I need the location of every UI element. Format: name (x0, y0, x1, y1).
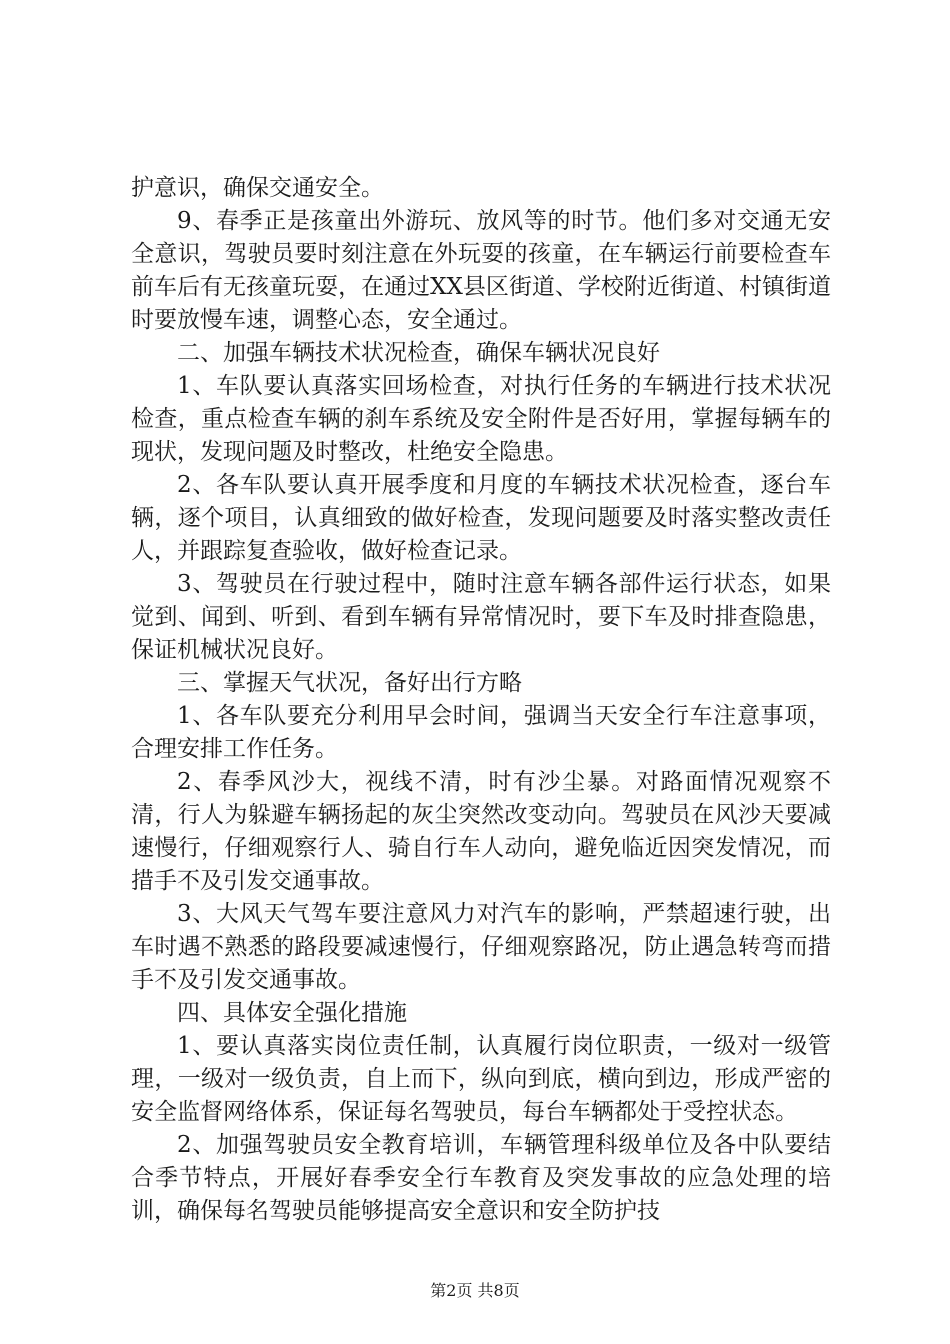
section-heading: 四、具体安全强化措施 (177, 1000, 407, 1026)
page-number: 第2页 共8页 (430, 1281, 520, 1300)
paragraph: 2、加强驾驶员安全教育培训，车辆管理科级单位及各中队要结合季节特点，开展好春季安全行车教育及突发事故的应急处理的培训，确保每名驾驶员能够提高安全意识和安全防护技 (131, 1132, 831, 1224)
paragraph: 2、各车队要认真开展季度和月度的车辆技术状况检查，逐台车辆，逐个项目，认真细致的做好检查，发现问题要及时落实整改责任人，并跟踪复查验收，做好检查记录。 (131, 472, 831, 564)
paragraph: 1、各车队要充分利用早会时间，强调当天安全行车注意事项，合理安排工作任务。 (131, 703, 831, 762)
paragraph: 护意识，确保交通安全。 (131, 175, 384, 201)
paragraph: 3、大风天气驾车要注意风力对汽车的影响，严禁超速行驶，出车时遇不熟悉的路段要减速慢行，仔细观察路况，防止遇急转弯而措手不及引发交通事故。 (131, 901, 831, 993)
section-heading: 二、加强车辆技术状况检查，确保车辆状况良好 (177, 340, 660, 366)
section-heading: 三、掌握天气状况，备好出行方略 (177, 670, 522, 696)
paragraph: 3、驾驶员在行驶过程中，随时注意车辆各部件运行状态，如果觉到、闻到、听到、看到车辆有异常情况时，要下车及时排查隐患，保证机械状况良好。 (131, 571, 831, 663)
document-body (131, 172, 831, 1228)
paragraph: 2、春季风沙大，视线不清，时有沙尘暴。对路面情况观察不清，行人为躲避车辆扬起的灰尘突然改变动向。驾驶员在风沙天要减速慢行，仔细观察行人、骑自行车人动向，避免临近因突发情况，而措手不及引发交通事故。 (131, 769, 831, 894)
paragraph: 1、车队要认真落实回场检查，对执行任务的车辆进行技术状况检查，重点检查车辆的刹车系统及安全附件是否好用，掌握每辆车的现状，发现问题及时整改，杜绝安全隐患。 (131, 373, 831, 465)
paragraph: 9、春季正是孩童出外游玩、放风等的时节。他们多对交通无安全意识，驾驶员要时刻注意在外玩耍的孩童，在车辆运行前要检查车前车后有无孩童玩耍，在通过XX县区街道、学校附近街道、村镇街道时要放慢车速，调整心态，安全通过。 (131, 208, 831, 333)
paragraph: 1、要认真落实岗位责任制，认真履行岗位职责，一级对一级管理，一级对一级负责，自上而下，纵向到底，横向到边，形成严密的安全监督网络体系，保证每名驾驶员，每台车辆都处于受控状态。 (131, 1033, 831, 1125)
